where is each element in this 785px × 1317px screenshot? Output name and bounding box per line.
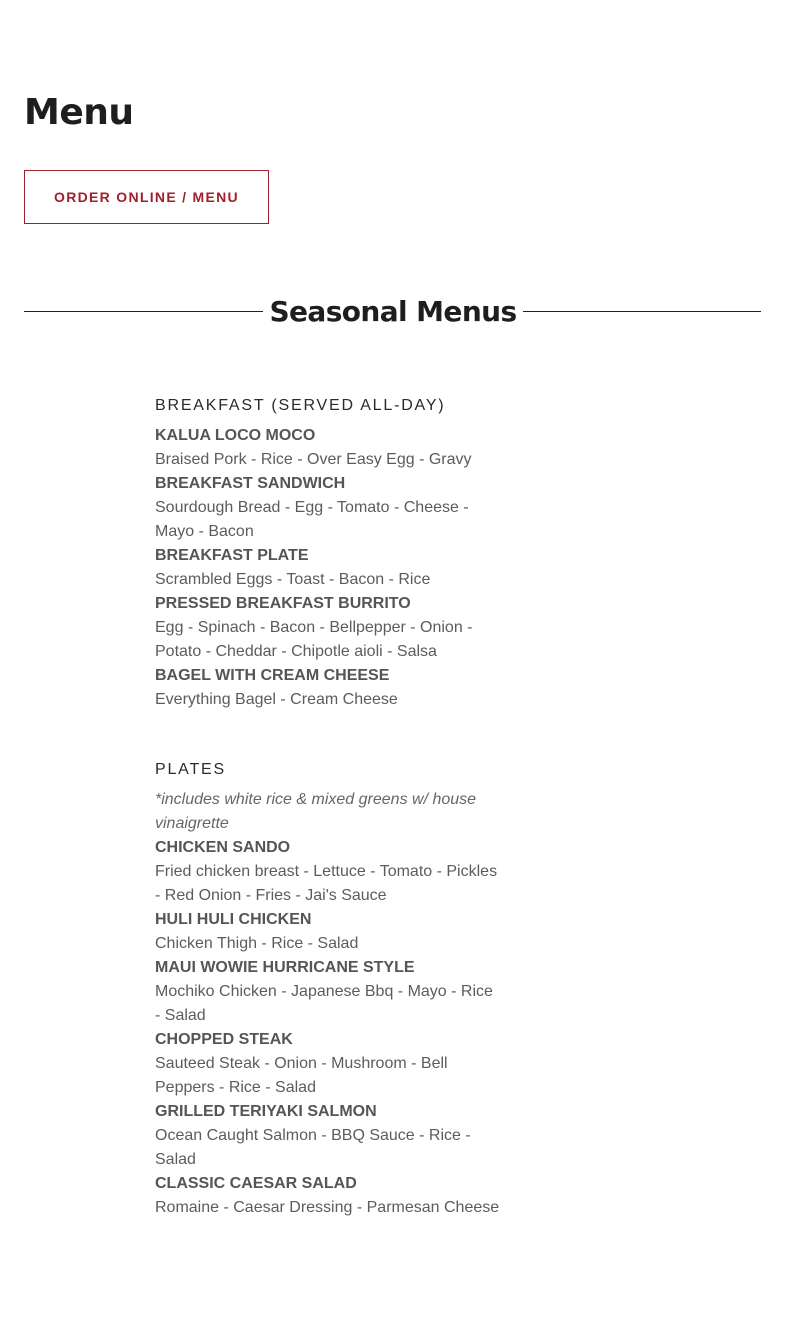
menu-item-name: HULI HULI CHICKEN <box>155 911 312 928</box>
menu-item-description: Sourdough Bread - Egg - Tomato - Cheese - Mayo - Bacon <box>155 499 469 540</box>
menu-item-name: CHOPPED STEAK <box>155 1031 293 1048</box>
menu-item <box>155 544 500 592</box>
menu-item-description: Chicken Thigh - Rice - Salad <box>155 935 359 952</box>
menu-item-name: GRILLED TERIYAKI SALMON <box>155 1103 377 1120</box>
menu-item-description: Mochiko Chicken - Japanese Bbq - Mayo - Rice - Salad <box>155 983 493 1024</box>
menu-item-name: BREAKFAST PLATE <box>155 547 309 564</box>
divider-left <box>24 311 263 312</box>
plates-menu <box>155 758 500 1220</box>
menu-item <box>155 424 500 472</box>
menu-item <box>155 956 500 1028</box>
menu-item-description: Ocean Caught Salmon - BBQ Sauce - Rice - Salad <box>155 1127 471 1168</box>
menu-item-name: CLASSIC CAESAR SALAD <box>155 1175 357 1192</box>
menu-item <box>155 908 500 956</box>
breakfast-menu <box>155 394 500 712</box>
menu-item <box>155 472 500 544</box>
menu-item-name: BAGEL WITH CREAM CHEESE <box>155 667 390 684</box>
divider-right <box>523 311 761 312</box>
menu-item-name: KALUA LOCO MOCO <box>155 427 316 444</box>
menu-item-description: Scrambled Eggs - Toast - Bacon - Rice <box>155 571 431 588</box>
order-online-button[interactable]: ORDER ONLINE / MENU <box>24 170 269 224</box>
menu-item <box>155 1028 500 1100</box>
section-header <box>24 290 761 334</box>
menu-item-description: Egg - Spinach - Bacon - Bellpepper - Onion - Potato - Cheddar - Chipotle aioli - Salsa <box>155 619 473 660</box>
menu-item <box>155 1172 500 1220</box>
menu-item-name: BREAKFAST SANDWICH <box>155 475 346 492</box>
menu-item-name: PRESSED BREAKFAST BURRITO <box>155 595 411 612</box>
menu-item <box>155 592 500 664</box>
menu-item <box>155 836 500 908</box>
menu-category-title: PLATES <box>155 761 226 778</box>
menu-item-description: Fried chicken breast - Lettuce - Tomato - Pickles - Red Onion - Fries - Jai's Sauce <box>155 863 498 904</box>
menu-item-description: Braised Pork - Rice - Over Easy Egg - Gravy <box>155 451 472 468</box>
menu-item <box>155 664 500 712</box>
section-title: Seasonal Menus <box>269 295 517 328</box>
menu-item-description: Romaine - Caesar Dressing - Parmesan Cheese <box>155 1199 500 1216</box>
menu-item-description: Sauteed Steak - Onion - Mushroom - Bell Peppers - Rice - Salad <box>155 1055 448 1096</box>
menu-item-name: CHICKEN SANDO <box>155 839 291 856</box>
page-title: Menu <box>24 92 134 133</box>
menu-category-title: BREAKFAST (SERVED ALL-DAY) <box>155 397 446 414</box>
menu-item <box>155 1100 500 1172</box>
menu-item-description: Everything Bagel - Cream Cheese <box>155 691 398 708</box>
menu-item-name: MAUI WOWIE HURRICANE STYLE <box>155 959 415 976</box>
menu-category-note: *includes white rice & mixed greens w/ house vinaigrette <box>155 791 477 832</box>
